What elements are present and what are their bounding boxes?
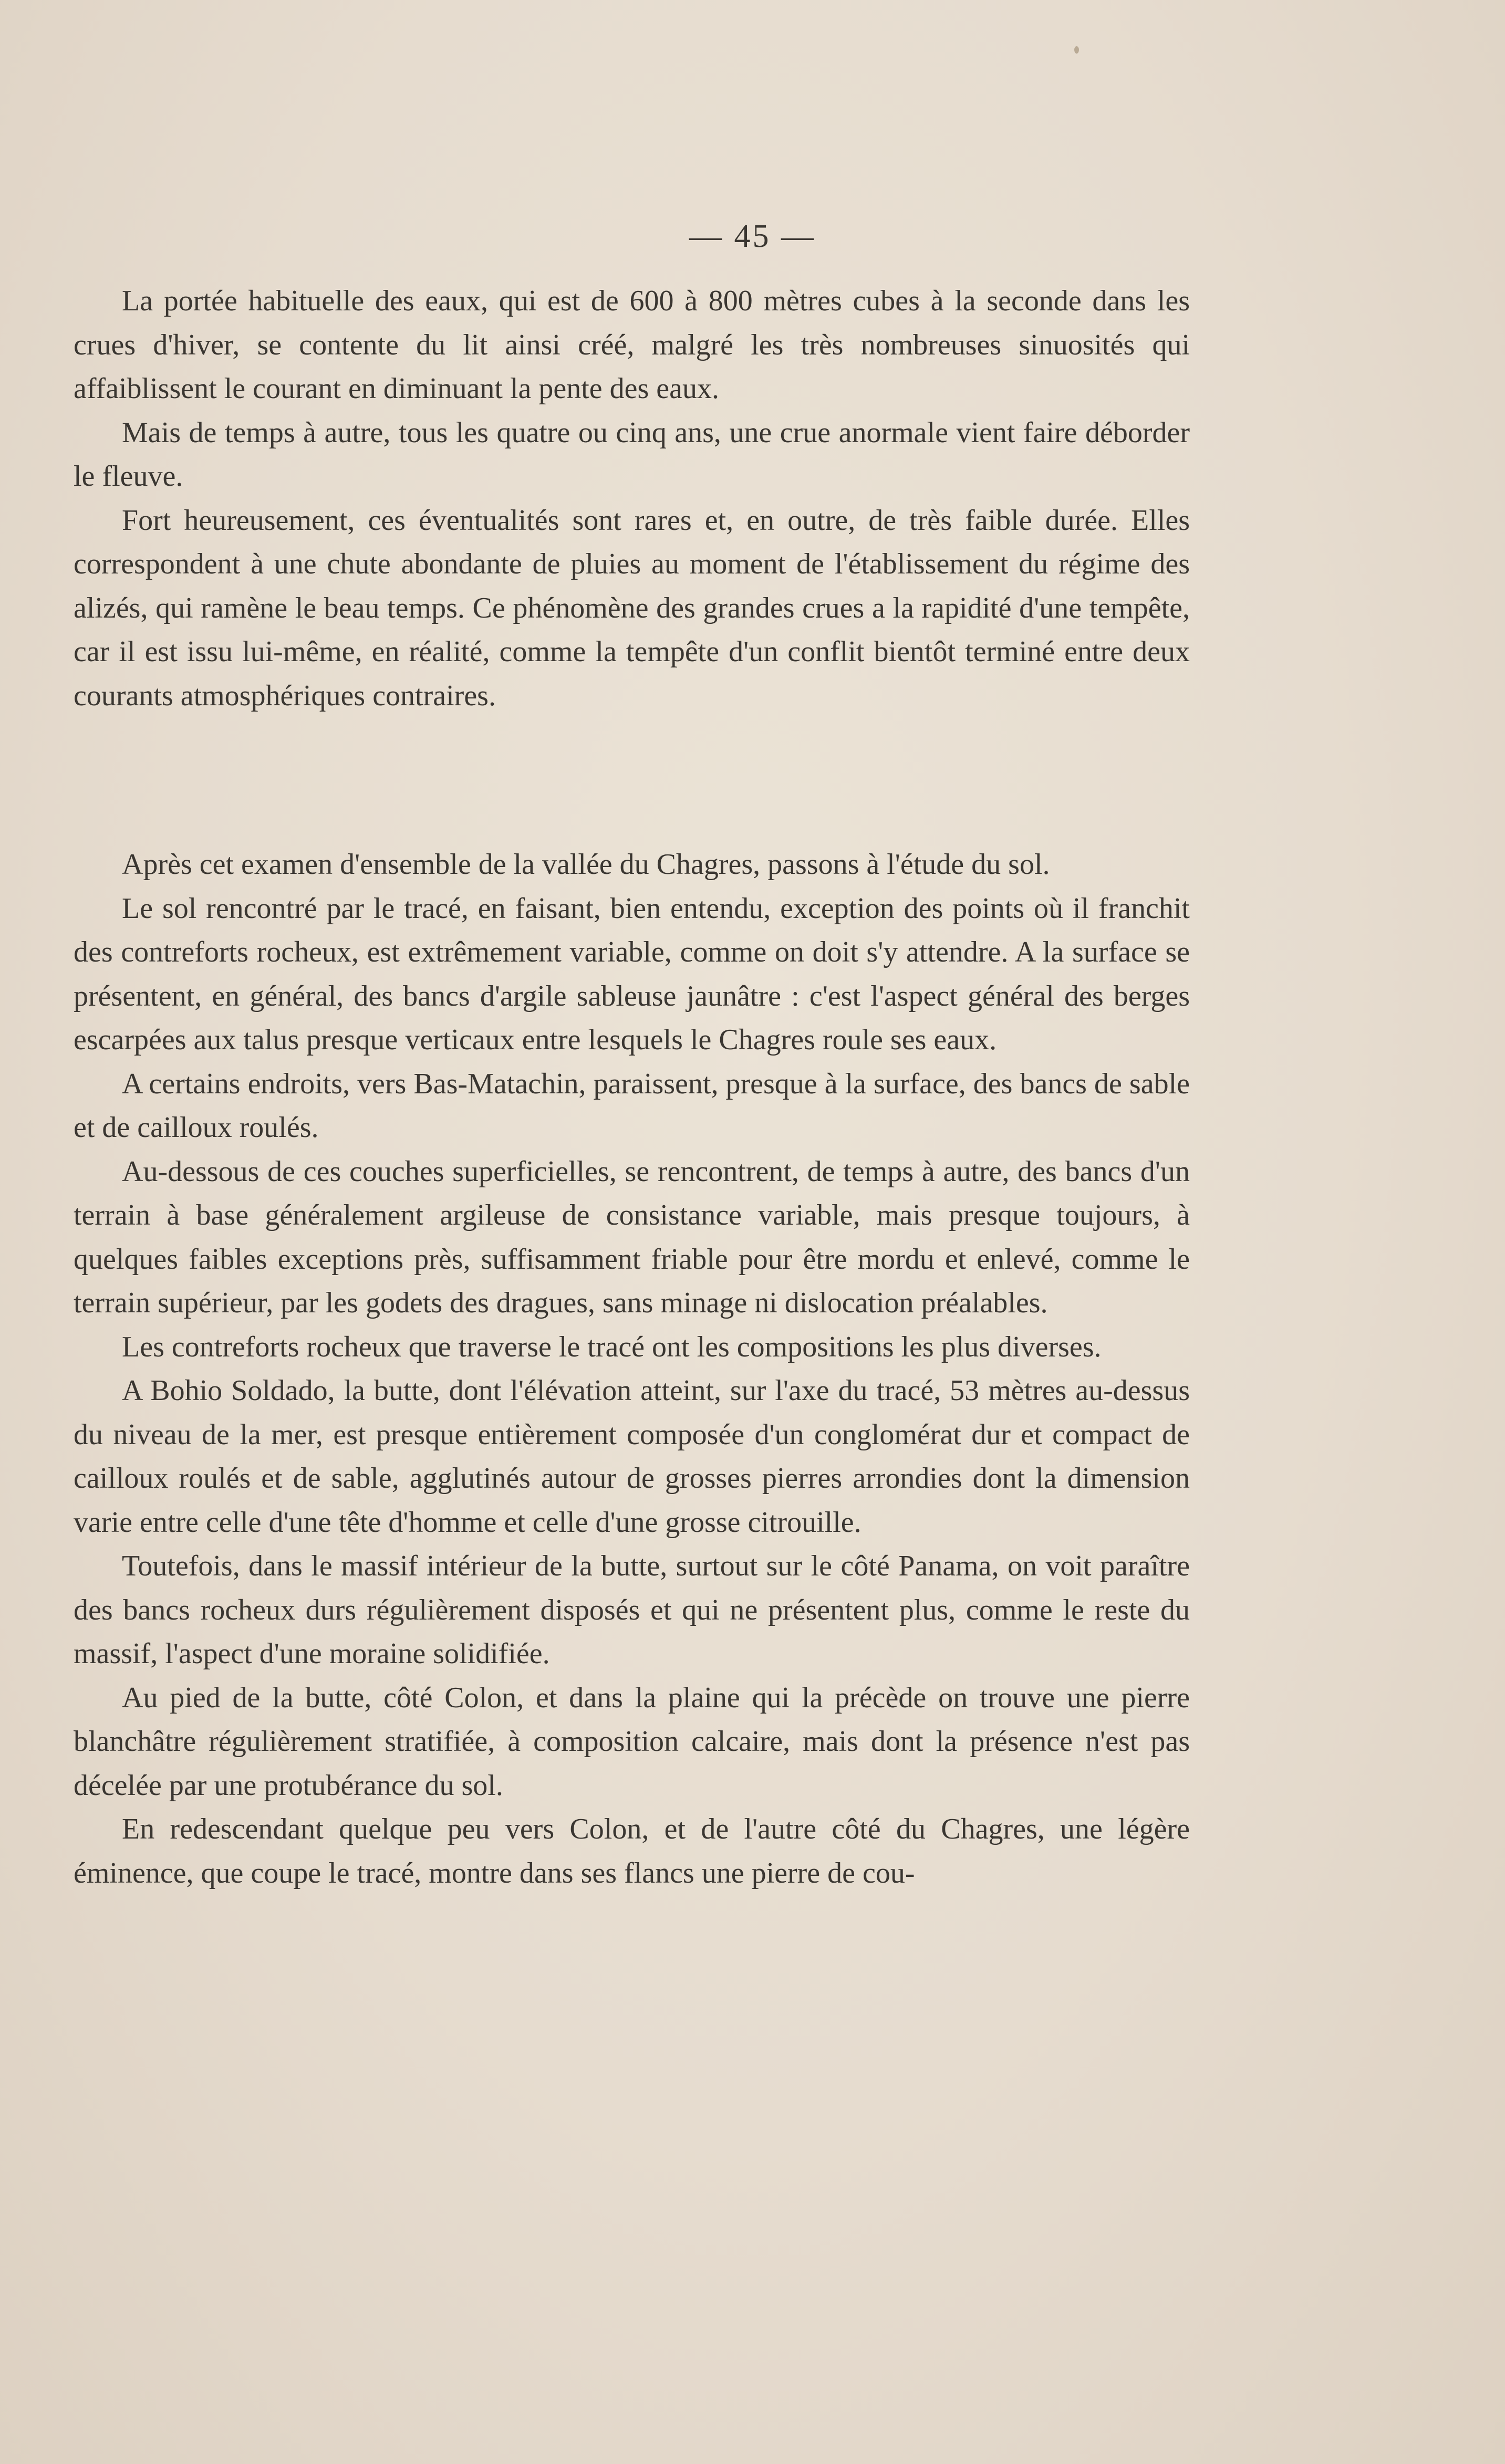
paragraph: Mais de temps à autre, tous les quatre ou cinq ans, une crue anormale vient faire déborder le fleuve. bbox=[74, 416, 1190, 493]
paragraph: Les contreforts rocheux que traverse le tracé ont les compositions les plus diverses. bbox=[122, 1330, 1102, 1363]
paragraph: Fort heureusement, ces éventualités sont rares et, en outre, de très faible durée. Elles correspondent à une chute abondante de pluies au moment de l'établissement du régime des alizés, qui ramène le beau temps. Ce phénomène des grandes crues a la rapidité d'une tempête, car il est issu lui-même, en réalité, comme la tempête d'un conflit bientôt terminé entre deux courants atmosphériques contraires. bbox=[74, 504, 1190, 712]
paragraph: En redescendant quelque peu vers Colon, et de l'autre côté du Chagres, une légère éminence, que coupe le tracé, montre dans ses flancs une pierre de cou- bbox=[74, 1813, 1190, 1889]
text-section-flood bbox=[74, 279, 1190, 718]
paper-speck bbox=[1074, 46, 1079, 54]
paragraph: Au pied de la butte, côté Colon, et dans la plaine qui la précède on trouve une pierre blanchâtre régulièrement stratifiée, à composition calcaire, mais dont la présence n'est pas décelée par une protubérance du sol. bbox=[74, 1681, 1190, 1802]
paragraph: La portée habituelle des eaux, qui est de 600 à 800 mètres cubes à la seconde dans les crues d'hiver, se contente du lit ainsi créé, malgré les très nombreuses sinuosités qui affaiblissent le courant en diminuant la pente des eaux. bbox=[74, 285, 1190, 405]
text-section-soil bbox=[74, 843, 1190, 1895]
page-number: — 45 — bbox=[689, 218, 816, 254]
paragraph: A certains endroits, vers Bas-Matachin, paraissent, presque à la surface, des bancs de sable et de cailloux roulés. bbox=[74, 1067, 1190, 1144]
paragraph: Le sol rencontré par le tracé, en faisant, bien entendu, exception des points où il franchit des contreforts rocheux, est extrêmement variable, comme on doit s'y attendre. A la surface se présentent, en général, des bancs d'argile sableuse jaunâtre : c'est l'aspect général des berges escarpées aux talus presque verticaux entre lesquels le Chagres roule ses eaux. bbox=[74, 892, 1190, 1056]
paragraph: Toutefois, dans le massif intérieur de la butte, surtout sur le côté Panama, on voit paraître des bancs rocheux durs régulièrement disposés et qui ne présentent plus, comme le reste du massif, l'aspect d'une moraine solidifiée. bbox=[74, 1550, 1190, 1670]
paragraph: Après cet examen d'ensemble de la vallée du Chagres, passons à l'étude du sol. bbox=[122, 848, 1050, 881]
paragraph: Au-dessous de ces couches superficielles, se rencontrent, de temps à autre, des bancs d'un terrain à base généralement argileuse de consistance variable, mais presque toujours, à quelques faibles exceptions près, suffisamment friable pour être mordu et enlevé, comme le terrain supérieur, par les godets des dragues, sans minage ni dislocation préalables. bbox=[74, 1155, 1190, 1319]
paragraph: A Bohio Soldado, la butte, dont l'élévation atteint, sur l'axe du tracé, 53 mètres au-dessus du niveau de la mer, est presque entièrement composée d'un conglomérat dur et compact de cailloux roulés et de sable, agglutinés autour de grosses pierres arrondies dont la dimension varie entre celle d'une tête d'homme et celle d'une grosse citrouille. bbox=[74, 1374, 1190, 1539]
